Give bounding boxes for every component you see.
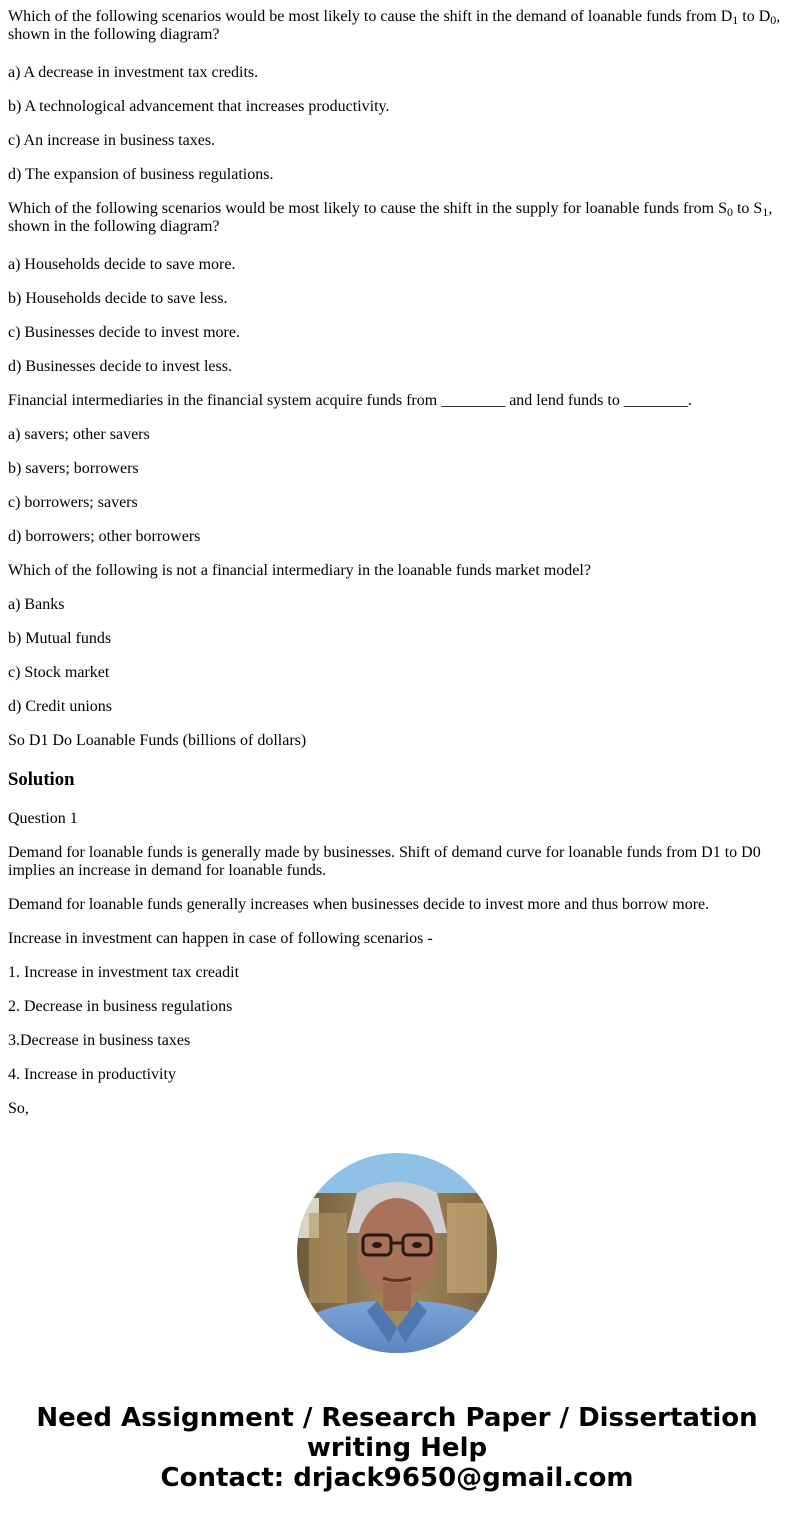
q4-option-c: c) Stock market xyxy=(8,664,110,681)
solution-list-item: 4. Increase in productivity xyxy=(8,1066,176,1083)
solution-question-label: Question 1 xyxy=(8,810,78,827)
banner-contact: Contact: drjack9650@gmail.com xyxy=(160,1463,634,1493)
solution-paragraph: Demand for loanable funds generally increases when businesses decide to invest more and thus borrow more. xyxy=(8,896,710,913)
q2-option-d: d) Businesses decide to invest less. xyxy=(8,358,232,375)
q3-option-c: c) borrowers; savers xyxy=(8,494,138,511)
q2-option-b: b) Households decide to save less. xyxy=(8,290,228,307)
q1-option-b: b) A technological advancement that increases productivity. xyxy=(8,98,390,115)
q1-option-a: a) A decrease in investment tax credits. xyxy=(8,64,259,81)
contact-banner xyxy=(0,1403,794,1493)
q4-option-a: a) Banks xyxy=(8,596,65,613)
banner-line-1: Need Assignment / Research Paper / Dissertation xyxy=(36,1403,758,1433)
solution-list-item: 1. Increase in investment tax creadit xyxy=(8,964,240,981)
q3-option-b: b) savers; borrowers xyxy=(8,460,139,477)
diagram-caption: So D1 Do Loanable Funds (billions of dollars) xyxy=(8,732,307,749)
q2-option-a: a) Households decide to save more. xyxy=(8,256,236,273)
q3-option-d: d) borrowers; other borrowers xyxy=(8,528,201,545)
q1-option-d: d) The expansion of business regulations. xyxy=(8,166,274,183)
solution-list-item: 2. Decrease in business regulations xyxy=(8,998,233,1015)
q2-option-c: c) Businesses decide to invest more. xyxy=(8,324,240,341)
tutor-portrait xyxy=(297,1153,497,1353)
tutor-avatar xyxy=(297,1153,497,1353)
q4-stem: Which of the following is not a financial intermediary in the loanable funds market model? xyxy=(8,562,591,579)
q1-stem: Which of the following scenarios would be most likely to cause the shift in the demand of loanable funds from $D_1$ to $D_0$, shown in the following diagram? xyxy=(8,8,781,43)
q1-option-c: c) An increase in business taxes. xyxy=(8,132,216,149)
solution-paragraph: Demand for loanable funds is generally made by businesses. Shift of demand curve for loanable funds from D1 to D0 implies an increase in demand for loanable funds. xyxy=(8,844,761,879)
banner-line-2: writing Help xyxy=(306,1433,488,1463)
q4-option-b: b) Mutual funds xyxy=(8,630,112,647)
solution-paragraph: Increase in investment can happen in case of following scenarios - xyxy=(8,930,433,947)
solution-heading: Solution xyxy=(8,769,75,790)
solution-list-item: 3.Decrease in business taxes xyxy=(8,1032,191,1049)
q2-stem: Which of the following scenarios would be most likely to cause the shift in the supply for loanable funds from $S_0$ to $S_1$, shown in the following diagram? xyxy=(8,200,773,235)
q3-option-a: a) savers; other savers xyxy=(8,426,150,443)
solution-paragraph: So, xyxy=(8,1100,29,1117)
q3-stem: Financial intermediaries in the financial system acquire funds from ________ and lend funds to ________. xyxy=(8,392,692,409)
q4-option-d: d) Credit unions xyxy=(8,698,112,715)
